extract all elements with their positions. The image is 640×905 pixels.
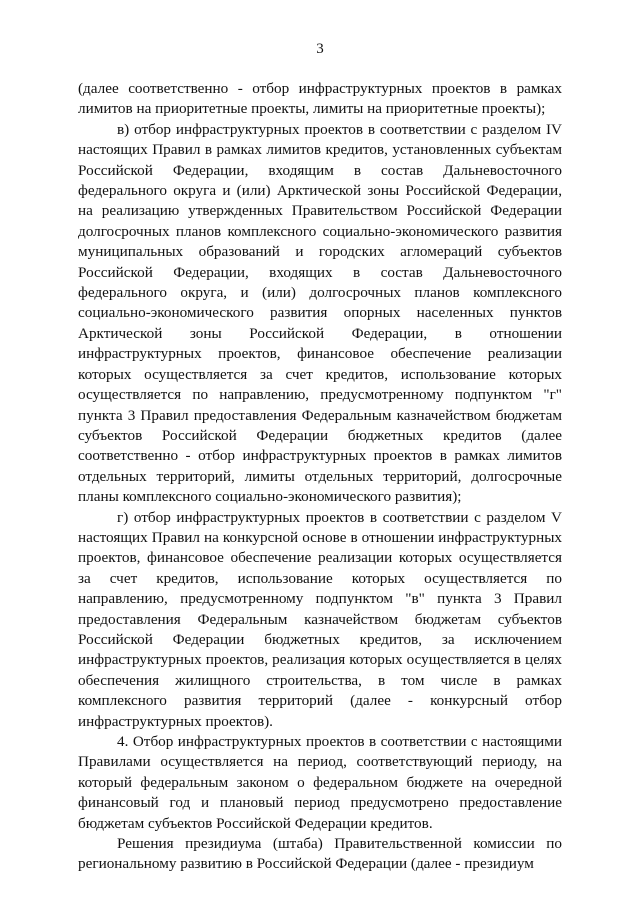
- page-number: 3: [316, 41, 324, 57]
- paragraph-point-4: 4. Отбор инфраструктурных проектов в соответствии с настоящими Правилами осуществляется на период, соответствующий периоду, на который федеральным законом о федеральном бюджете на очередной финансовый год и плановый период предусмотрено предоставление бюджетам субъектов Российской Федерации кредитов.: [78, 733, 562, 832]
- paragraph-continuation: (далее соответственно - отбор инфраструктурных проектов в рамках лимитов на приоритетные проекты, лимиты на приоритетные проекты);: [78, 80, 562, 118]
- paragraph-decisions: Решения президиума (штаба) Правительственной комиссии по региональному развитию в Российской Федерации (далее - президиум: [78, 835, 562, 873]
- document-body: [78, 79, 562, 875]
- paragraph-item-g: г) отбор инфраструктурных проектов в соответствии с разделом V настоящих Правил на конкурсной основе в отношении инфраструктурных проектов, финансовое обеспечение реализации которых осуществляется за счет кредитов, использование которых осуществляется по направлению, предусмотренному подпунктом "в" пункта 3 Правил предоставления Федеральным казначейством бюджетам субъектов Российской Федерации бюджетных кредитов, за исключением инфраструктурных проектов, реализация которых осуществляется в целях обеспечения жилищного строительства, в том числе в рамках комплексного развития территорий (далее - конкурсный отбор инфраструктурных проектов).: [78, 508, 562, 730]
- paragraph-item-v: в) отбор инфраструктурных проектов в соответствии с разделом IV настоящих Правил в рамках лимитов кредитов, установленных субъектам Российской Федерации, входящим в состав Дальневосточного федерального округа и (или) Арктической зоны Российской Федерации, на реализацию утвержденных Правительством Российской Федерации долгосрочных планов комплексного социально-экономического развития муниципальных образований и городских агломераций субъектов Российской Федерации, входящих в состав Дальневосточного федерального округа, и (или) долгосрочных планов комплексного социально-экономического развития опорных населенных пунктов Арктической зоны Российской Федерации, в отношении инфраструктурных проектов, финансовое обеспечение реализации которых осуществляется за счет кредитов, использование которых осуществляется по направлению, предусмотренному подпунктом "г" пункта 3 Правил предоставления Федеральным казначейством бюджетам субъектов Российской Федерации бюджетных кредитов (далее соответственно - отбор инфраструктурных проектов в рамках лимитов отдельных территорий, лимиты отдельных территорий, долгосрочные планы комплексного социально-экономического развития);: [78, 120, 562, 506]
